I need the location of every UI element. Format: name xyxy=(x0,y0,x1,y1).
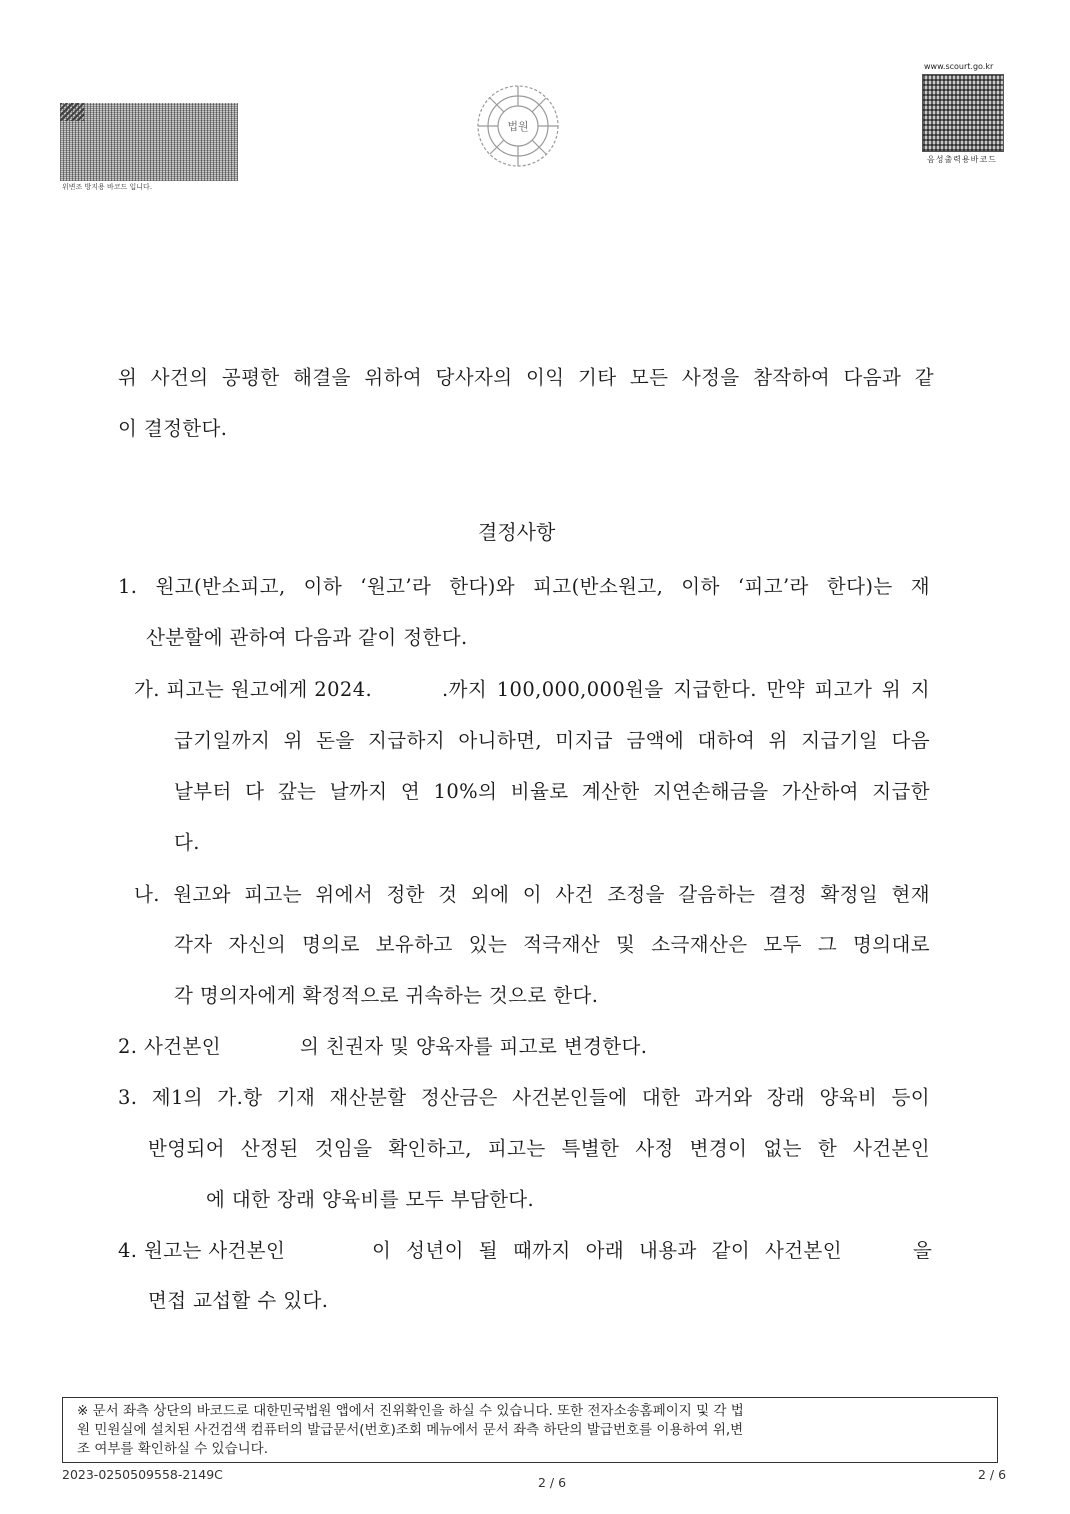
notice-line-2: 원 민원실에 설치된 사건검색 컴퓨터의 발급문서(번호)조회 메뉴에서 문서 좌측 하단의 발급번호를 이용하여 위,변 xyxy=(77,1422,744,1438)
item-4-line-2: 면접 교섭할 수 있다. xyxy=(148,1289,329,1312)
voice-output-barcode xyxy=(922,74,1004,152)
page-number-right: 2 / 6 xyxy=(978,1467,1007,1482)
page-number-center: 2 / 6 xyxy=(538,1475,567,1490)
seal-text: 법원 xyxy=(507,120,529,133)
item-ga-line-2: 급기일까지 위 돈을 지급하지 아니하면, 미지급 금액에 대하여 위 지급기일 다음 xyxy=(174,729,930,752)
court-website-url: www.scourt.go.kr xyxy=(924,62,994,71)
anti-forgery-barcode xyxy=(60,103,238,181)
item-4-line-1a: 4. 원고는 사건본인 xyxy=(118,1239,286,1262)
item-na-line-1: 나. 원고와 피고는 위에서 정한 것 외에 이 사건 조정을 갈음하는 결정 확정일 현재 xyxy=(134,883,930,906)
item-1-line-1: 1. 원고(반소피고, 이하 ‘원고’라 한다)와 피고(반소원고, 이하 ‘피고’라 한다)는 재 xyxy=(118,575,930,598)
court-seal-icon xyxy=(470,78,566,174)
intro-line-1: 위 사건의 공평한 해결을 위하여 당사자의 이익 기타 모든 사정을 참작하여 다음과 같 xyxy=(118,366,934,389)
notice-line-3: 조 여부를 확인하실 수 있습니다. xyxy=(77,1441,268,1457)
item-3-line-1: 3. 제1의 가.항 기재 재산분할 정산금은 사건본인들에 대한 과거와 장래 양육비 등이 xyxy=(118,1086,930,1109)
verification-notice xyxy=(62,1397,998,1463)
item-3-line-2: 반영되어 산정된 것임을 확인하고, 피고는 특별한 사정 변경이 없는 한 사건본인 xyxy=(148,1137,930,1160)
qr-caption: 음성출력용바코드 xyxy=(927,155,997,164)
item-2-line-1b: 의 친권자 및 양육자를 피고로 변경한다. xyxy=(300,1035,648,1058)
barcode-caption: 위변조 방지용 바코드 입니다. xyxy=(62,183,153,191)
intro-line-2: 이 결정한다. xyxy=(118,417,228,440)
item-3-line-3: 에 대한 장래 양육비를 모두 부담한다. xyxy=(206,1188,535,1211)
item-4-line-1c: 을 xyxy=(913,1239,933,1262)
item-1-line-2: 산분할에 관하여 다음과 같이 정한다. xyxy=(146,626,468,649)
item-ga-line-1b: .까지 100,000,000원을 지급한다. 만약 피고가 위 지 xyxy=(442,678,930,701)
item-2-line-1a: 2. 사건본인 xyxy=(118,1035,221,1058)
section-title: 결정사항 xyxy=(478,520,556,544)
item-ga-line-4: 다. xyxy=(174,831,200,854)
item-4-line-1b: 이 성년이 될 때까지 아래 내용과 같이 사건본인 xyxy=(372,1239,842,1262)
item-ga-line-1a: 가. 피고는 원고에게 2024. xyxy=(134,678,373,701)
item-na-line-2: 각자 자신의 명의로 보유하고 있는 적극재산 및 소극재산은 모두 그 명의대로 xyxy=(174,933,930,956)
item-ga-line-3: 날부터 다 갚는 날까지 연 10%의 비율로 계산한 지연손해금을 가산하여 지급한 xyxy=(174,780,930,803)
issue-number: 2023-0250509558-2149C xyxy=(62,1467,223,1482)
notice-line-1: ※ 문서 좌측 상단의 바코드로 대한민국법원 앱에서 진위확인을 하실 수 있습니다. 또한 전자소송홈페이지 및 각 법 xyxy=(77,1403,744,1419)
item-na-line-3: 각 명의자에게 확정적으로 귀속하는 것으로 한다. xyxy=(174,984,599,1007)
